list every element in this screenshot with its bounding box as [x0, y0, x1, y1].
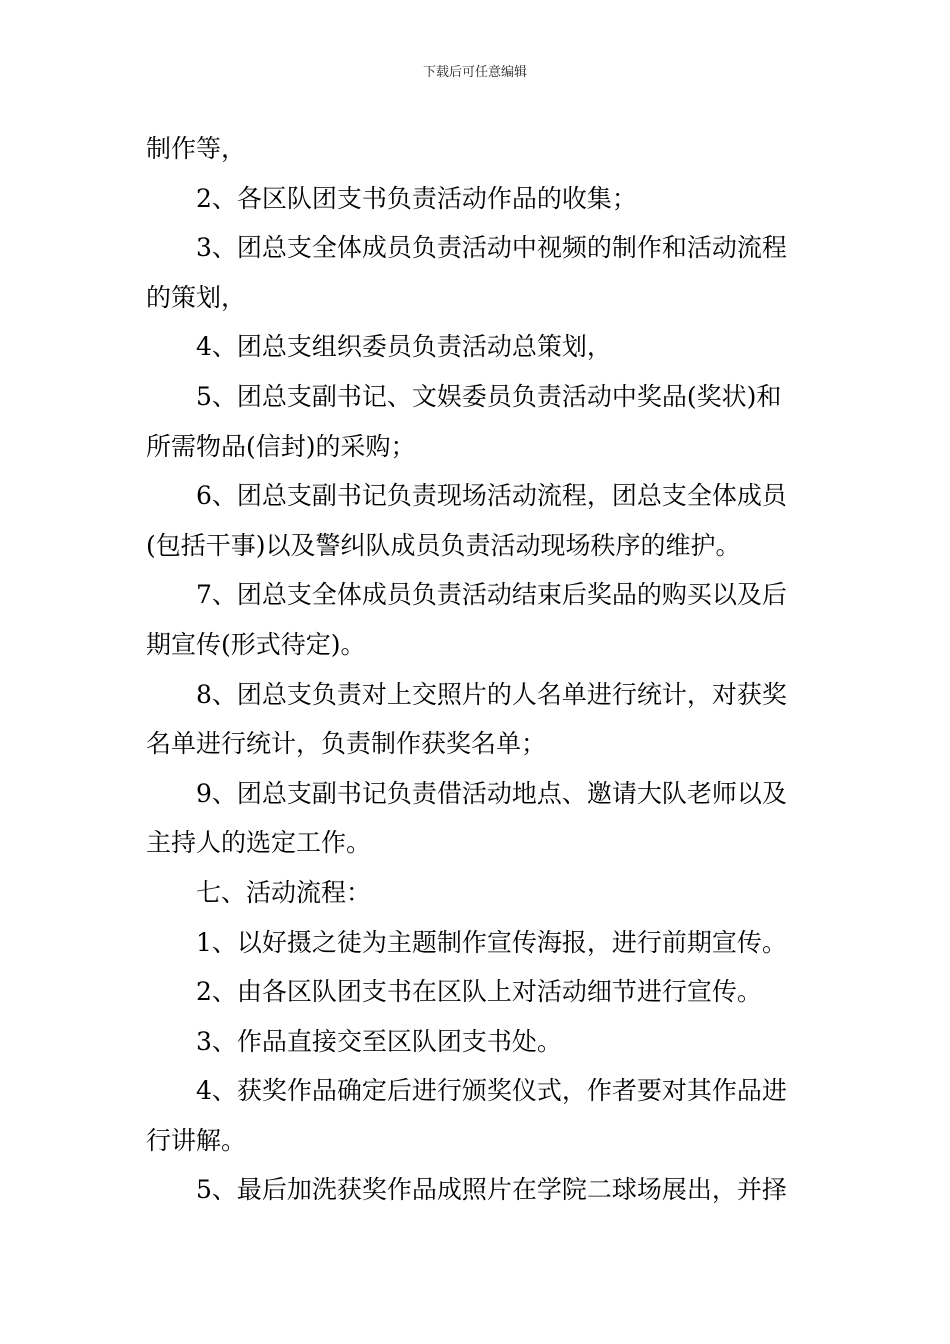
text-line: 5、团总支副书记、文娱委员负责活动中奖品(奖状)和: [196, 381, 782, 411]
text-line: 2、由各区队团支书在区队上对活动细节进行宣传。: [196, 977, 762, 1007]
text-line: 1、以好摄之徒为主题制作宣传海报，进行前期宣传。: [196, 927, 787, 957]
text-line: 主持人的选定工作。: [146, 828, 372, 858]
text-line: 所需物品(信封)的采购；: [146, 431, 416, 461]
text-line: 的策划，: [146, 282, 247, 312]
text-line: 2、各区队团支书负责活动作品的收集；: [196, 183, 637, 213]
text-line: 行讲解。: [146, 1125, 247, 1155]
section-heading: 七、活动流程：: [196, 877, 372, 907]
text-line: (包括干事)以及警纠队成员负责活动现场秩序的维护。: [146, 530, 741, 560]
text-line: 5、最后加洗获奖作品成照片在学院二球场展出，并择: [196, 1175, 787, 1205]
document-body: [146, 124, 808, 1215]
text-line: 9、团总支副书记负责借活动地点、邀请大队老师以及: [196, 778, 787, 808]
text-line: 4、获奖作品确定后进行颁奖仪式，作者要对其作品进: [196, 1076, 787, 1106]
text-line: 4、团总支组织委员负责活动总策划，: [196, 332, 612, 362]
text-line: 制作等，: [146, 134, 247, 163]
text-line: 6、团总支副书记负责现场活动流程，团总支全体成员: [196, 481, 787, 511]
text-line: 期宣传(形式待定)。: [146, 629, 366, 659]
text-line: 名单进行统计，负责制作获奖名单；: [146, 729, 547, 759]
text-line: 7、团总支全体成员负责活动结束后奖品的购买以及后: [196, 580, 787, 610]
text-line: 8、团总支负责对上交照片的人名单进行统计，对获奖: [196, 679, 787, 709]
page-header: 下载后可任意编辑: [422, 65, 527, 80]
text-line: 3、作品直接交至区队团支书处。: [196, 1026, 562, 1056]
text-line: 3、团总支全体成员负责活动中视频的制作和活动流程: [196, 233, 787, 263]
